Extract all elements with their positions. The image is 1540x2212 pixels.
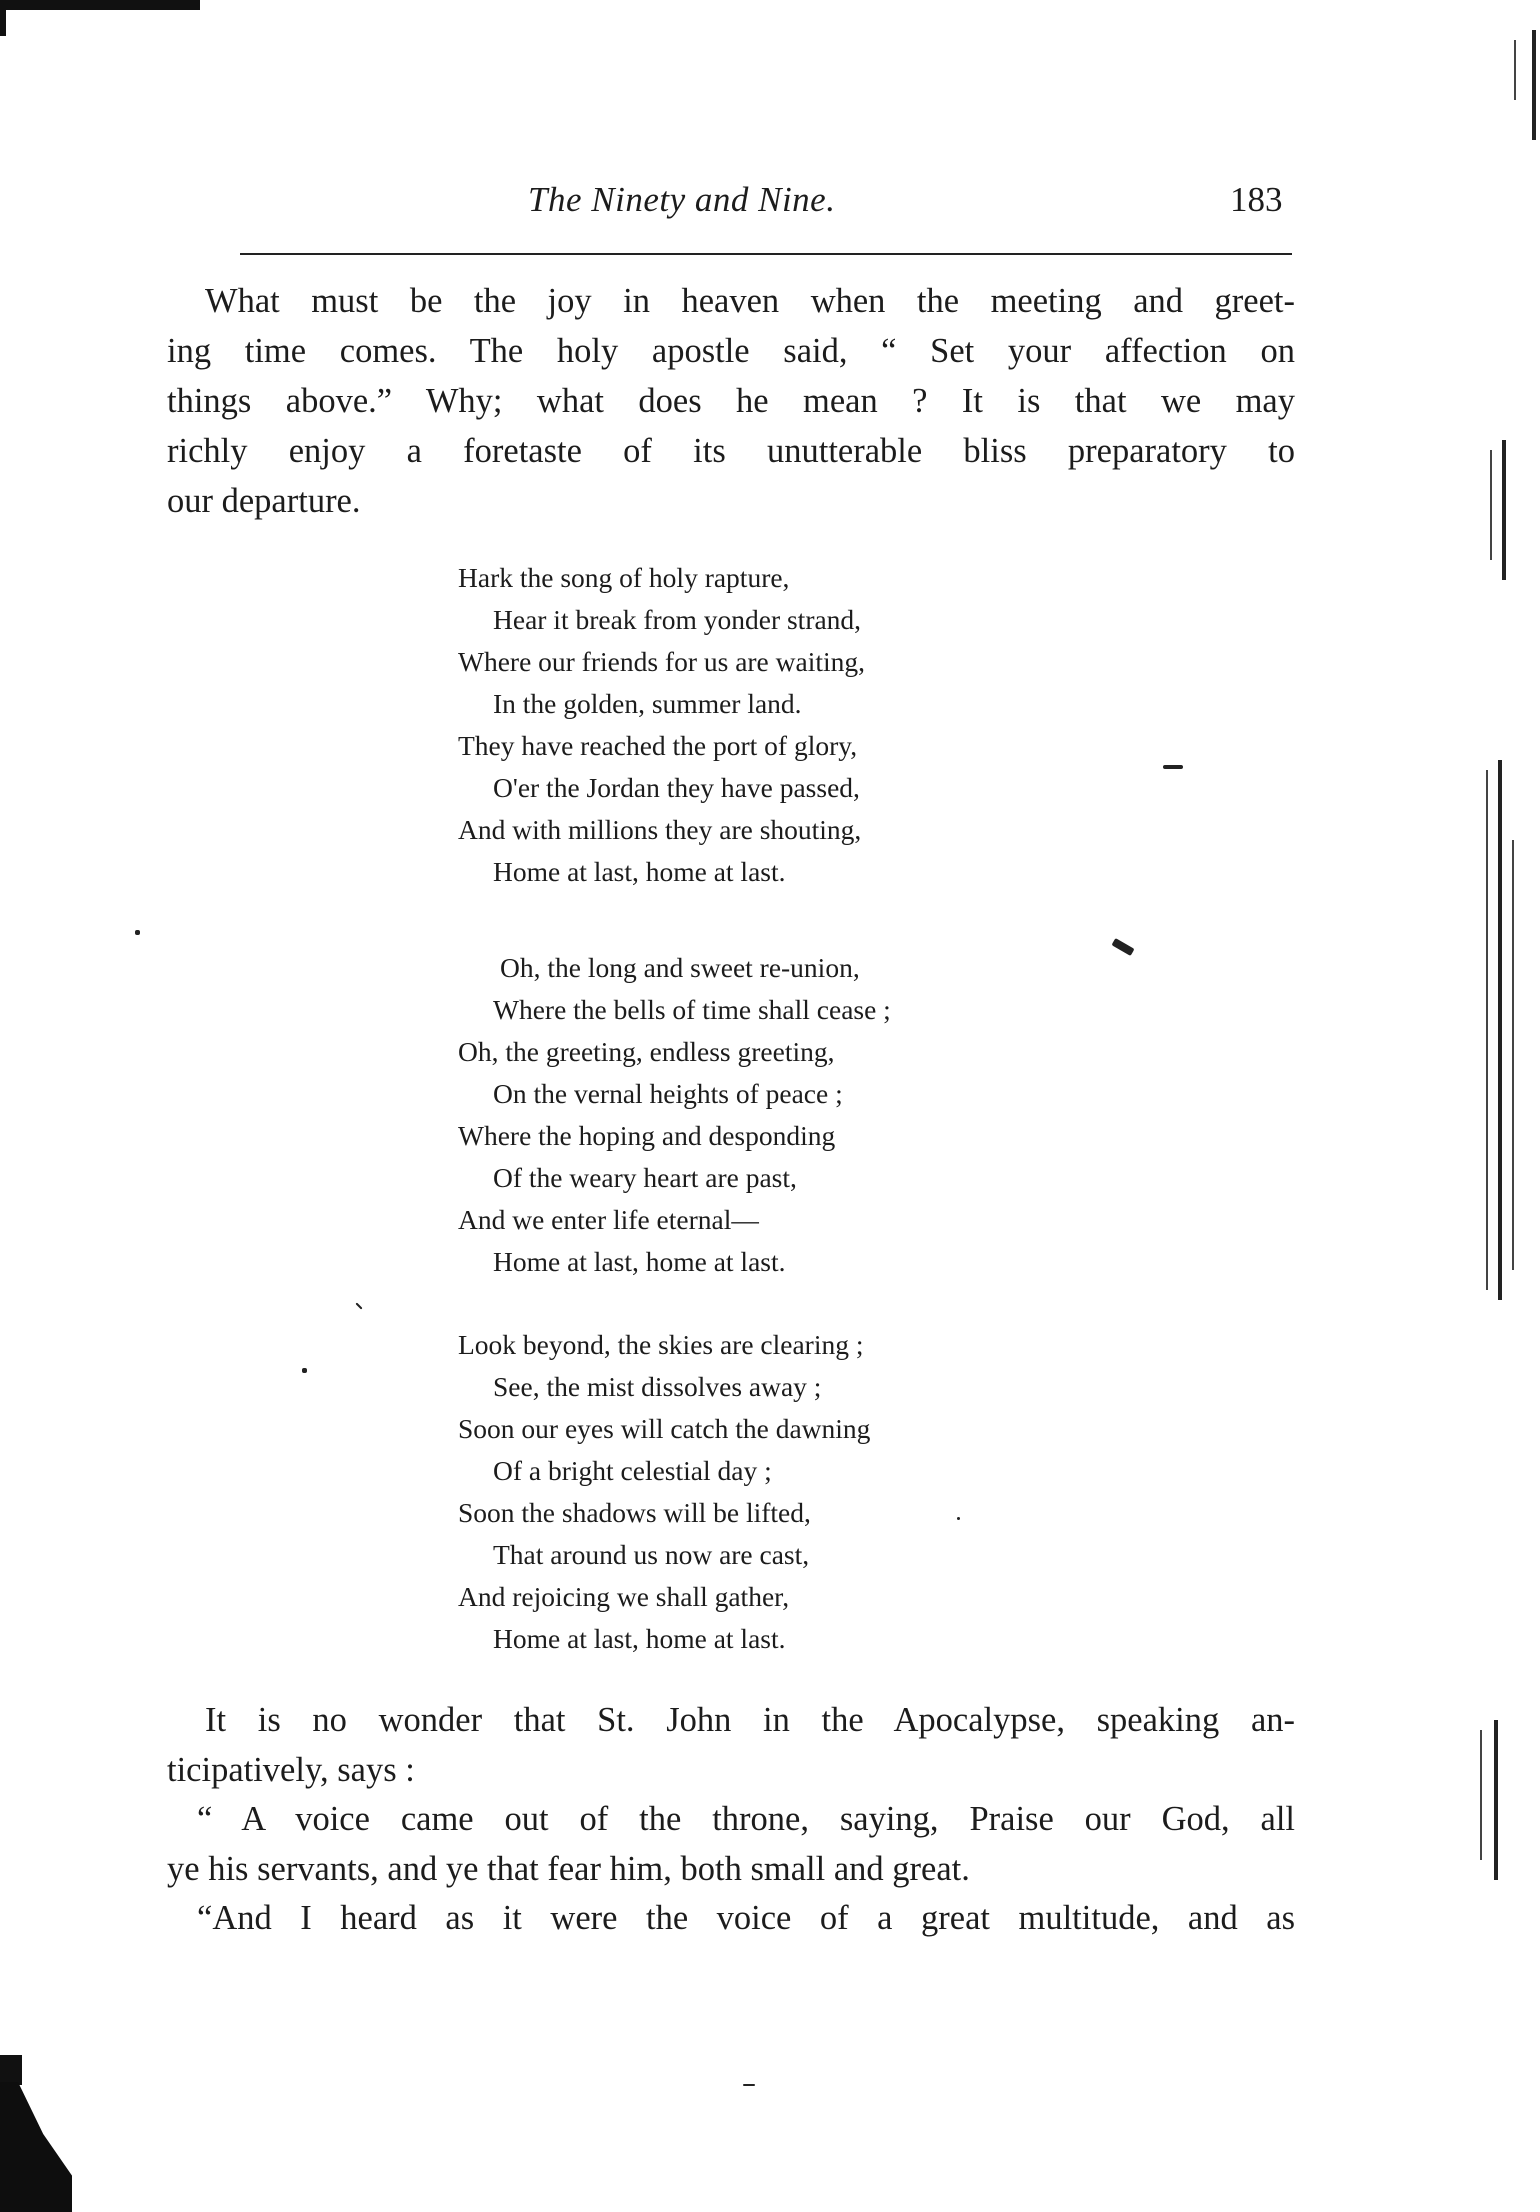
- paragraph-quote-voice: [167, 1794, 1295, 1894]
- verse-line: And rejoicing we shall gather,: [458, 1581, 790, 1612]
- verse-line: In the golden, summer land.: [493, 688, 802, 719]
- header-rule: [240, 253, 1292, 255]
- scan-margin-line: [1512, 840, 1514, 1270]
- scan-speck: [743, 2084, 755, 2086]
- verse-line: O'er the Jordan they have passed,: [493, 772, 860, 803]
- paragraph-line: What must be the joy in heaven when the meeting and greet-: [205, 282, 1295, 320]
- paragraph-apocalypse: [167, 1695, 1295, 1795]
- scan-margin-line: [1502, 440, 1506, 580]
- verse-line: Look beyond, the skies are clearing ;: [458, 1329, 864, 1360]
- scan-speck: [355, 1302, 362, 1309]
- verse-line: Home at last, home at last.: [493, 856, 786, 887]
- paragraph-line: ticipatively, says :: [167, 1751, 415, 1789]
- paragraph-line: “And I heard as it were the voice of a great multitude, and as: [197, 1899, 1295, 1937]
- verse-line: Of the weary heart are past,: [493, 1162, 797, 1193]
- scan-edge-bottom-left-top: [0, 2055, 22, 2085]
- scan-edge-bottom-left: [0, 2082, 72, 2212]
- scan-margin-line: [1532, 30, 1536, 140]
- verse-line: Where the hoping and desponding: [458, 1120, 836, 1151]
- verse-line: Of a bright celestial day ;: [493, 1455, 772, 1486]
- verse-line: Where the bells of time shall cease ;: [493, 994, 891, 1025]
- scan-margin-line: [1480, 1730, 1482, 1860]
- verse-line: Where our friends for us are waiting,: [458, 646, 865, 677]
- running-title: The Ninety and Nine.: [528, 180, 836, 219]
- verse-line: Soon the shadows will be lifted,: [458, 1497, 811, 1528]
- verse-line: And with millions they are shouting,: [458, 814, 862, 845]
- paragraph-quote-multitude: [167, 1893, 1295, 1943]
- poem-stanza-3: [458, 1324, 870, 1660]
- paragraph-line: things above.” Why; what does he mean ? It is that we may: [167, 382, 1295, 420]
- verse-line: Hark the song of holy rapture,: [458, 562, 790, 593]
- verse-line: Soon our eyes will catch the dawning: [458, 1413, 871, 1444]
- poem-stanza-1: [458, 557, 865, 893]
- page-number: 183: [1230, 180, 1283, 219]
- paragraph-line: It is no wonder that St. John in the Apocalypse, speaking an-: [205, 1701, 1295, 1739]
- scan-margin-line: [1490, 450, 1492, 560]
- verse-line: That around us now are cast,: [493, 1539, 810, 1570]
- scan-margin-line: [1486, 770, 1488, 1290]
- paragraph-line: richly enjoy a foretaste of its unutterable bliss preparatory to: [167, 432, 1295, 470]
- verse-line: Oh, the greeting, endless greeting,: [458, 1036, 835, 1067]
- scan-speck: [1111, 938, 1134, 956]
- paragraph-intro: [167, 276, 1295, 526]
- verse-line: They have reached the port of glory,: [458, 730, 858, 761]
- scan-edge-top-left: [0, 0, 200, 10]
- scan-speck: [302, 1368, 307, 1373]
- paragraph-line: ing time comes. The holy apostle said, “ Set your affection on: [167, 332, 1295, 370]
- scan-margin-line: [1498, 760, 1502, 1300]
- verse-line: Oh, the long and sweet re-union,: [500, 952, 860, 983]
- verse-line: See, the mist dissolves away ;: [493, 1371, 822, 1402]
- poem-stanza-2: [458, 947, 891, 1283]
- paragraph-line: “ A voice came out of the throne, saying, Praise our God, all: [197, 1800, 1295, 1838]
- verse-line: On the vernal heights of peace ;: [493, 1078, 843, 1109]
- scan-edge-top-left-corner: [0, 0, 6, 36]
- paragraph-line: ye his servants, and ye that fear him, both small and great.: [167, 1850, 970, 1888]
- scan-speck: [1163, 765, 1183, 769]
- scan-margin-line: [1494, 1720, 1498, 1880]
- paragraph-line: our departure.: [167, 482, 361, 520]
- scan-margin-line: [1514, 40, 1516, 100]
- scan-speck: [957, 1517, 960, 1520]
- scan-speck: [135, 930, 140, 935]
- verse-line: Home at last, home at last.: [493, 1246, 786, 1277]
- verse-line: Hear it break from yonder strand,: [493, 604, 862, 635]
- verse-line: Home at last, home at last.: [493, 1623, 786, 1654]
- verse-line: And we enter life eternal—: [458, 1204, 759, 1235]
